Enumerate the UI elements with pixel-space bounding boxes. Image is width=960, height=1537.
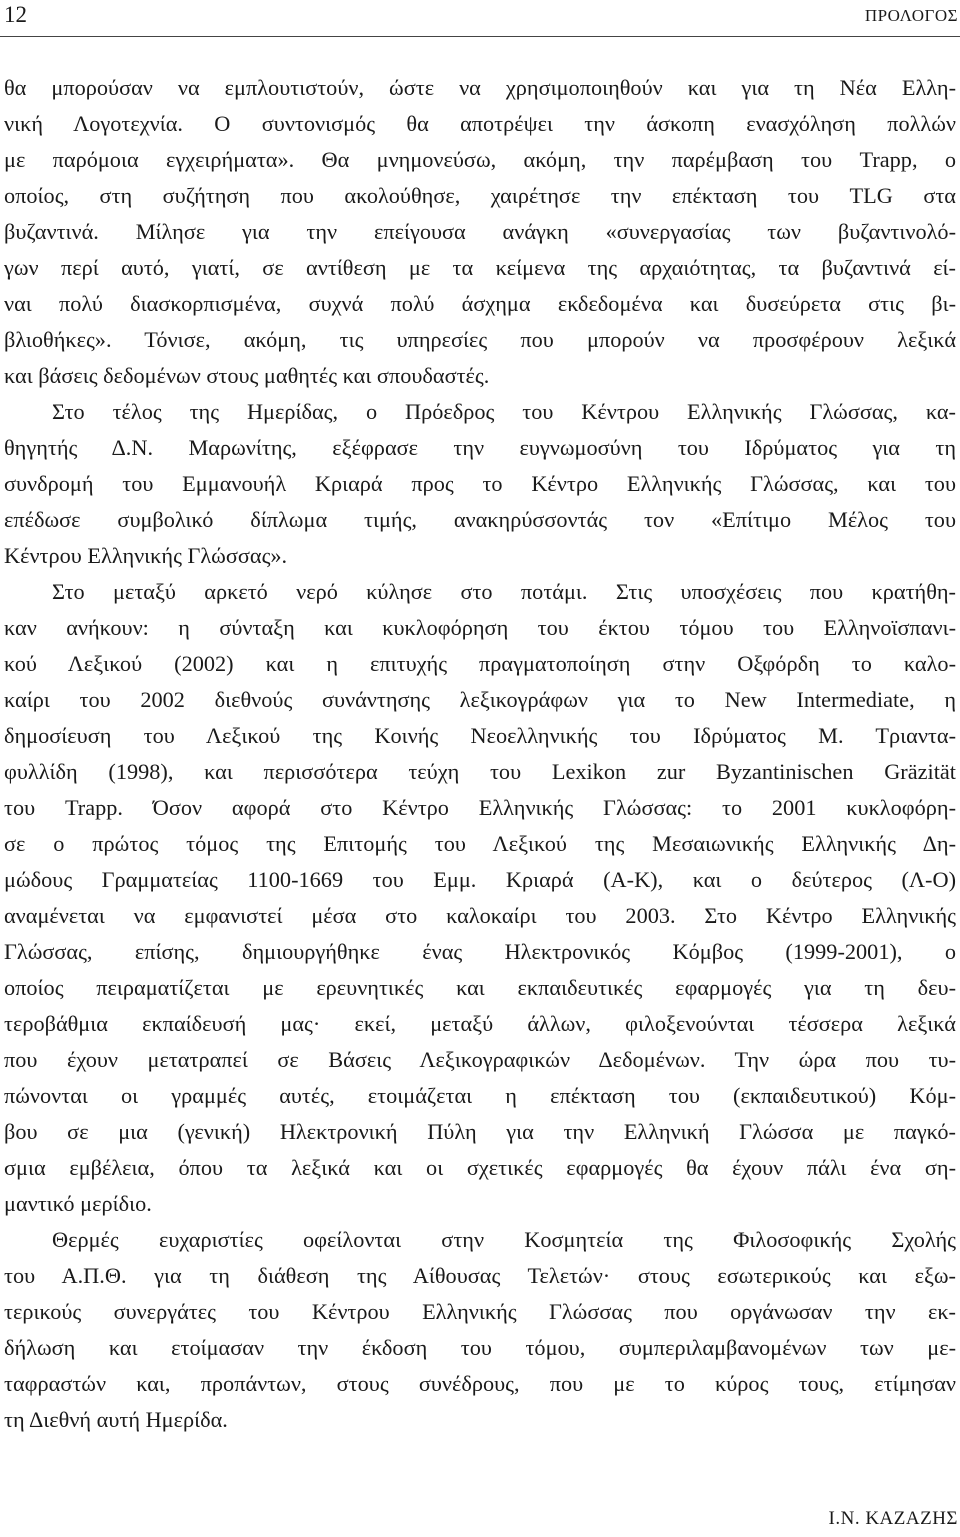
text-line: σμια εμβέλεια, όπου τα λεξικά και οι σχετικές εφαρμογές θα έχουν πάλι ένα ση- (4, 1155, 956, 1180)
text-line: συνδρομή του Εμμανουήλ Κριαρά προς το Κέντρο Ελληνικής Γλώσσας, και του (4, 471, 956, 496)
page-header (0, 0, 960, 36)
text-line: ταφραστών και, προπάντων, στους συνέδρους, που με το κύρος τους, ετίμησαν (4, 1371, 956, 1396)
page-number: 12 (4, 2, 27, 27)
text-line: νική Λογοτεχνία. Ο συντονισμός θα αποτρέψει την άσκοπη ενασχόληση πολλών (4, 111, 956, 136)
text-line: βου σε μια (γενική) Ηλεκτρονική Πύλη για την Ελληνική Γλώσσα με παγκό- (4, 1119, 956, 1144)
text-line: δημοσίευση του Λεξικού της Κοινής Νεοελληνικής του Ιδρύματος Μ. Τριαντα- (4, 723, 956, 748)
text-line: βυζαντινά. Μίλησε για την επείγουσα ανάγκη «συνεργασίας των βυζαντινολό- (4, 219, 956, 244)
header-rule (0, 36, 960, 37)
text-line: φυλλίδη (1998), και περισσότερα τεύχη του Lexikon zur Byzantinischen Gräzität (4, 759, 956, 784)
text-line: Κέντρου Ελληνικής Γλώσσας». (4, 543, 288, 568)
text-line: θα μπορούσαν να εμπλουτιστούν, ώστε να χρησιμοποιηθούν και για τη Νέα Ελλη- (4, 75, 956, 100)
text-line: οποίος πειραματίζεται με ερευνητικές και εκπαιδευτικές εφαρμογές για τη δευ- (4, 975, 956, 1000)
text-line: Στο τέλος της Ημερίδας, ο Πρόεδρος του Κέντρου Ελληνικής Γλώσσας, κα- (52, 399, 956, 424)
text-line: ναι πολύ διασκορπισμένα, συχνά πολύ άσχημα εκδεδομένα και δυσεύρετα στις βι- (4, 291, 956, 316)
text-line: αναμένεται να εμφανιστεί μέσα στο καλοκαίρι του 2003. Στο Κέντρο Ελληνικής (4, 903, 956, 928)
text-line: μώδους Γραμματείας 1100-1669 του Εμμ. Κριαρά (Α-Κ), και ο δεύτερος (Λ-Ο) (4, 867, 956, 892)
text-line: του Trapp. Όσον αφορά στο Κέντρο Ελληνικής Γλώσσας: το 2001 κυκλοφόρη- (4, 795, 956, 820)
text-line: πώνονται οι γραμμές αυτές, ετοιμάζεται η επέκταση του (εκπαιδευτικού) Κόμ- (4, 1083, 956, 1108)
text-line: επέδωσε συμβολικό δίπλωμα τιμής, ανακηρύσσοντάς τον «Επίτιμο Μέλος του (4, 507, 956, 532)
text-line: Γλώσσας, επίσης, δημιουργήθηκε ένας Ηλεκτρονικός Κόμβος (1999-2001), ο (4, 939, 956, 964)
text-line: σε ο πρώτος τόμος της Επιτομής του Λεξικού της Μεσαιωνικής Ελληνικής Δη- (4, 831, 956, 856)
text-line: κού Λεξικού (2002) και η επιτυχής πραγματοποίηση στην Οξφόρδη το καλο- (4, 651, 956, 676)
author-signature: Ι.Ν. ΚΑΖΑΖΗΣ (828, 1508, 958, 1529)
text-line: θηγητής Δ.Ν. Μαρωνίτης, εξέφρασε την ευγνωμοσύνη του Ιδρύματος για τη (4, 435, 956, 460)
text-line: τερικούς συνεργάτες του Κέντρου Ελληνικής Γλώσσας που οργάνωσαν την εκ- (4, 1299, 956, 1324)
text-line: οποίος, στη συζήτηση που ακολούθησε, χαιρέτησε την επέκταση του TLG στα (4, 183, 956, 208)
text-line: καν ανήκουν: η σύνταξη και κυκλοφόρηση του έκτου τόμου του Ελληνοϊσπανι- (4, 615, 956, 640)
text-line: τεροβάθμια εκπαίδευσή μας· εκεί, μεταξύ άλλων, φιλοξενούνται τέσσερα λεξικά (4, 1011, 956, 1036)
text-line: με παρόμοια εγχειρήματα». Θα μνημονεύσω, ακόμη, την παρέμβαση του Trapp, ο (4, 147, 956, 172)
text-line: καίρι του 2002 διεθνούς συνάντησης λεξικογράφων για το New Intermediate, η (4, 687, 956, 712)
text-line: του Α.Π.Θ. για τη διάθεση της Αίθουσας Τελετών· στους εσωτερικούς και εξω- (4, 1263, 956, 1288)
text-line: βλιοθήκες». Τόνισε, ακόμη, τις υπηρεσίες που μπορούν να προσφέρουν λεξικά (4, 327, 956, 352)
running-title: ΠΡΟΛΟΓΟΣ (864, 6, 958, 25)
text-line: τη Διεθνή αυτή Ημερίδα. (4, 1407, 228, 1432)
text-line: μαντικό μερίδιο. (4, 1191, 152, 1216)
text-line: που έχουν μετατραπεί σε Βάσεις Λεξικογραφικών Δεδομένων. Την ώρα που τυ- (4, 1047, 956, 1072)
text-line: γων περί αυτό, γιατί, σε αντίθεση με τα κείμενα της αρχαιότητας, τα βυζαντινά εί- (4, 255, 956, 280)
text-line: και βάσεις δεδομένων στους μαθητές και σπουδαστές. (4, 363, 490, 388)
text-line: δήλωση και ετοίμασαν την έκδοση του τόμου, συμπεριλαμβανομένων των με- (4, 1335, 956, 1360)
text-line: Στο μεταξύ αρκετό νερό κύλησε στο ποτάμι. Στις υποσχέσεις που κρατήθη- (52, 579, 956, 604)
text-line: Θερμές ευχαριστίες οφείλονται στην Κοσμητεία της Φιλοσοφικής Σχολής (52, 1227, 956, 1252)
